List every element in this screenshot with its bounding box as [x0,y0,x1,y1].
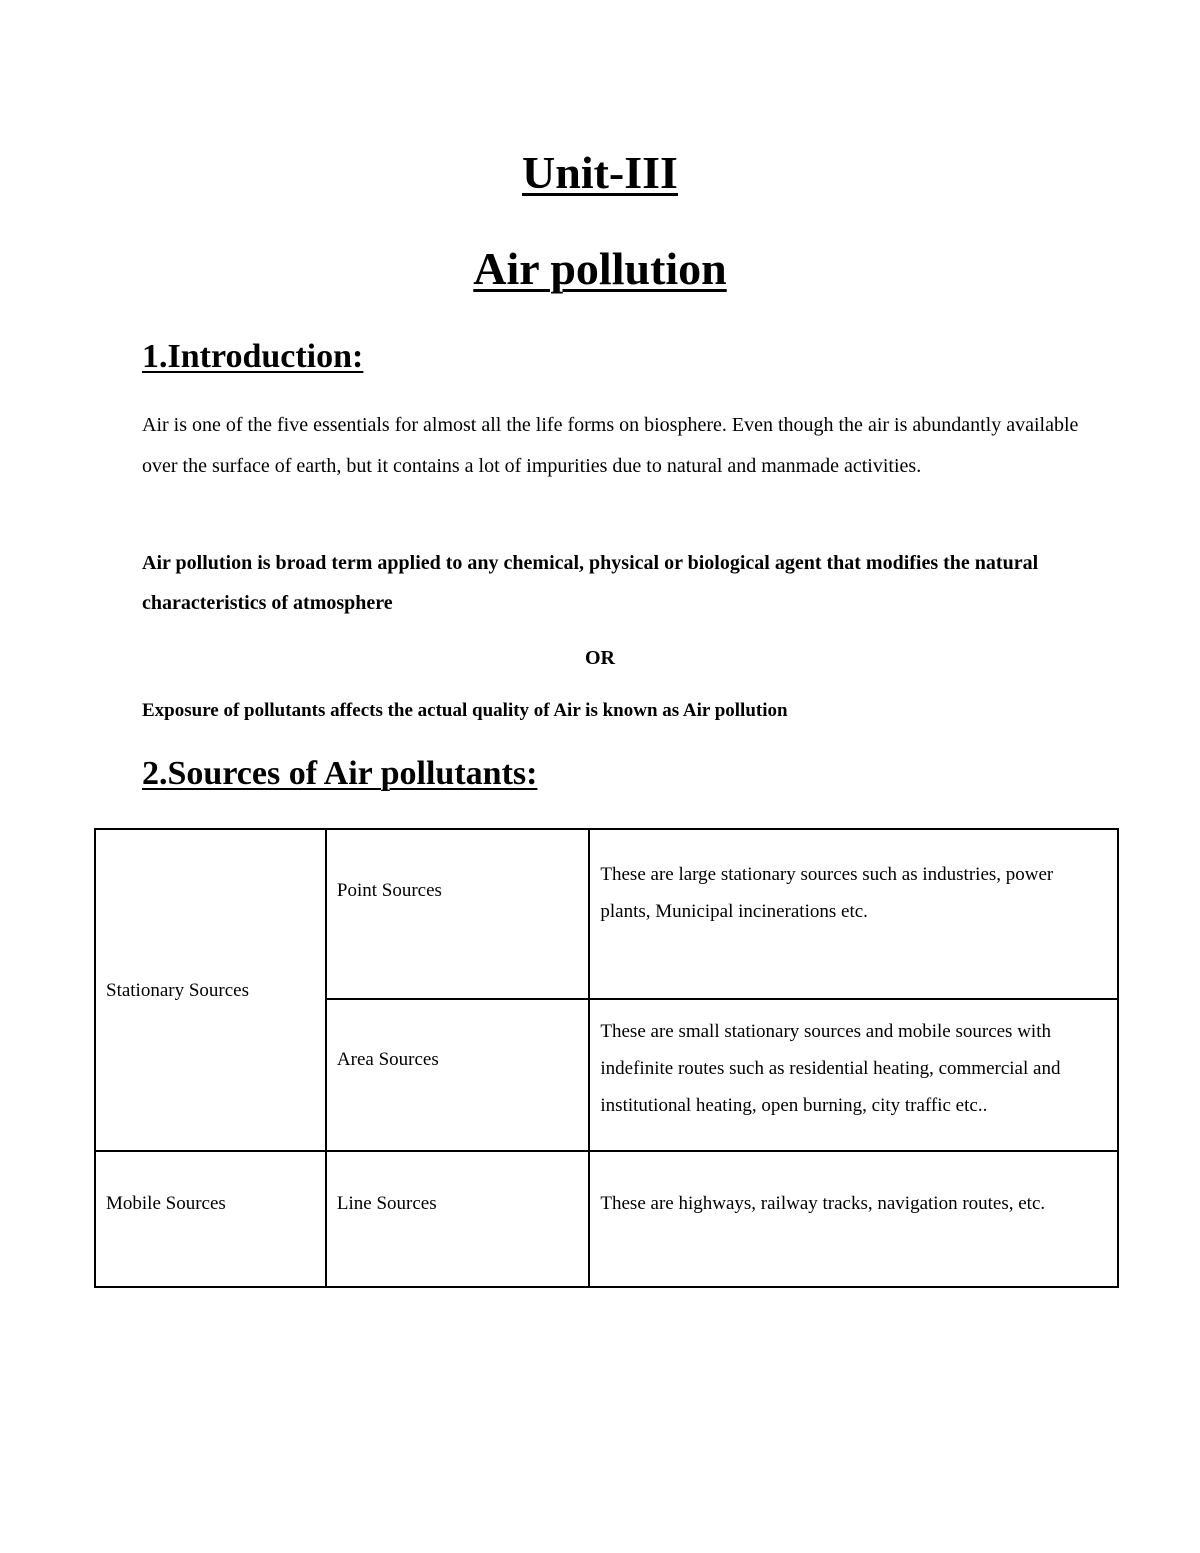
or-separator: OR [585,647,615,669]
area-description: These are small stationary sources and mobile sources with indefinite routes such as residential heating, commercial and institutional heating, open burning, city traffic etc.. [600,1020,1061,1116]
point-type-cell [326,829,589,999]
alternate-definition: Exposure of pollutants affects the actual quality of Air is known as Air pollution [142,700,788,721]
sources-table [94,828,1119,1288]
stationary-category-label: Stationary Sources [106,979,250,1001]
unit-title: Unit-III [522,147,678,198]
definition-paragraph: Air pollution is broad term applied to any chemical, physical or biological agent that modifies the natural characteristics of atmosphere [142,552,1039,614]
mobile-category-label: Mobile Sources [106,1192,226,1214]
area-type-label: Area Sources [336,1048,439,1070]
area-description-cell [589,999,1118,1151]
area-type-cell [326,999,589,1151]
line-type-label: Line Sources [336,1192,437,1214]
line-description-cell [589,1151,1118,1287]
point-type-label: Point Sources [336,880,442,901]
table-row [95,829,1118,999]
point-description-cell [589,829,1118,999]
subject-title: Air pollution [473,243,727,294]
table-row [95,1151,1118,1287]
line-description: These are highways, railway tracks, navigation routes, etc. [600,1192,1046,1214]
line-type-cell [326,1151,589,1287]
point-description: These are large stationary sources such as industries, power plants, Municipal incinerations etc. [600,864,1054,922]
introduction-paragraph: Air is one of the five essentials for almost all the life forms on biosphere. Even though the air is abundantly available over the surface of earth, but it contains a lot of impurities due to natural and manmade activities. [142,414,1079,477]
sources-heading: 2.Sources of Air pollutants: [142,755,538,792]
mobile-category-cell [95,1151,326,1287]
stationary-category-cell [95,829,326,1151]
introduction-heading: 1.Introduction: [142,338,364,375]
